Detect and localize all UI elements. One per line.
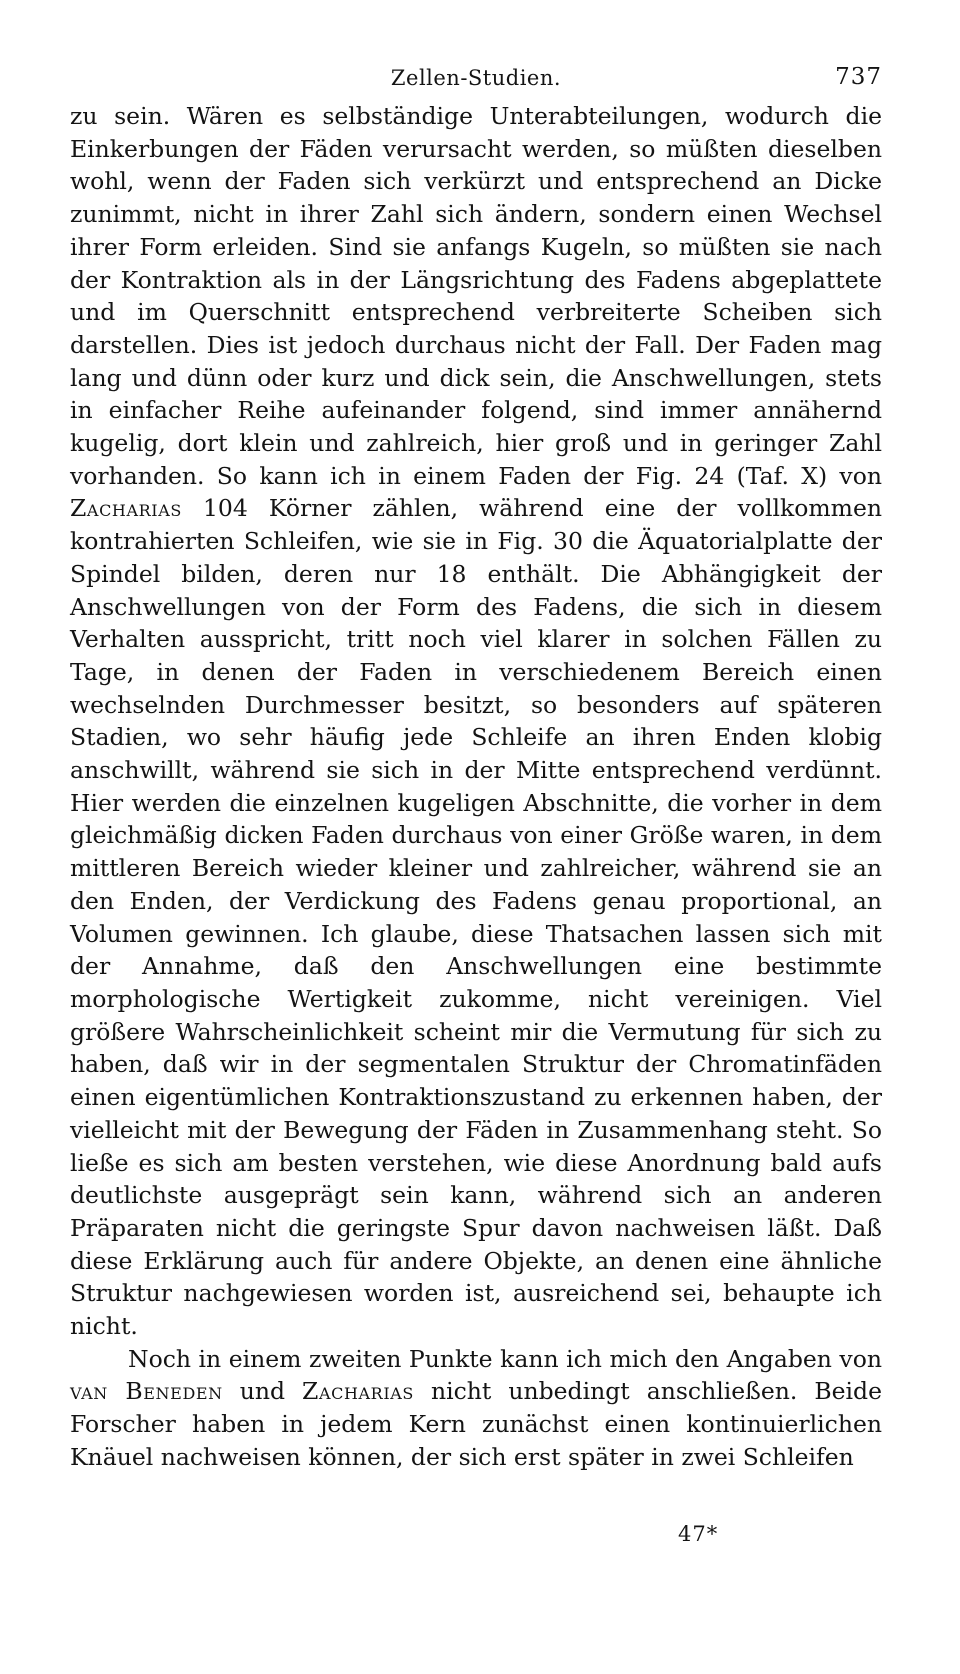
author-name-zacharias: Zacharias [70, 494, 182, 523]
signature-mark: 47* [678, 1522, 719, 1546]
paragraph-2-segment: und [222, 1377, 303, 1406]
paragraph-2-segment: Noch in einem zweiten Punkte kann ich mich den Angaben von [128, 1344, 882, 1373]
paragraph-1 [70, 100, 882, 1343]
body-text [70, 100, 882, 1474]
paragraph-2 [70, 1343, 882, 1474]
book-page [70, 60, 882, 1474]
page-number: 737 [835, 64, 882, 90]
author-name-van-beneden: van Beneden [70, 1377, 223, 1406]
paragraph-2-segment: nicht unbedingt anschließen. Beide Forscher haben in jedem Kern zunächst einen kontinuierlichen Knäuel nachweisen können, der sich erst später in zwei Schleifen [70, 1377, 882, 1471]
running-head [70, 60, 882, 100]
author-name-zacharias: Zacharias [302, 1377, 414, 1406]
paragraph-1-segment: zu sein. Wären es selbständige Unterabteilungen, wodurch die Einkerbungen der Fäden verursacht werden, so müßten dieselben wohl, wenn der Faden sich verkürzt und entsprechend an Dicke zunimmt, nicht in ihrer Zahl sich ändern, sondern einen Wechsel ihrer Form erleiden. Sind sie anfangs Kugeln, so müßten sie nach der Kontraktion als in der Längsrichtung des Fadens abgeplattete und im Querschnitt entsprechend verbreiterte Scheiben sich darstellen. Dies ist jedoch durchaus nicht der Fall. Der Faden mag lang und dünn oder kurz und dick sein, die Anschwellungen, stets in einfacher Reihe aufeinander folgend, sind immer annähernd kugelig, dort klein und zahlreich, hier groß und in geringer Zahl vorhanden. So kann ich in einem Faden der Fig. 24 (Taf. X) von [70, 102, 882, 490]
running-title: Zellen-Studien. [390, 66, 562, 90]
paragraph-1-segment: 104 Körner zählen, während eine der vollkommen kontrahierten Schleifen, wie sie in Fig. 30 die Äquatorialplatte der Spindel bilden, deren nur 18 enthält. Die Abhängigkeit der Anschwellungen von der Form des Fadens, die sich in diesem Verhalten ausspricht, tritt noch viel klarer in solchen Fällen zu Tage, in denen der Faden in verschiedenem Bereich einen wechselnden Durchmesser besitzt, so besonders auf späteren Stadien, wo sehr häufig jede Schleife an ihren Enden klobig anschwillt, während sie sich in der Mitte entsprechend verdünnt. Hier werden die einzelnen kugeligen Abschnitte, die vorher in dem gleichmäßig dicken Faden durchaus von einer Größe waren, in dem mittleren Bereich wieder kleiner und zahlreicher, während sie an den Enden, der Verdickung des Fadens genau proportional, an Volumen gewinnen. Ich glaube, diese Thatsachen lassen sich mit der Annahme, daß den Anschwellungen eine bestimmte morphologische Wertigkeit zukomme, nicht vereinigen. Viel größere Wahrscheinlichkeit scheint mir die Vermutung für sich zu haben, daß wir in der segmentalen Struktur der Chromatinfäden einen eigentümlichen Kontraktionszustand zu erkennen haben, der vielleicht mit der Bewegung der Fäden in Zusammenhang steht. So ließe es sich am besten verstehen, wie diese Anordnung bald aufs deutlichste ausgeprägt sein kann, während sich an anderen Präparaten nicht die geringste Spur davon nachweisen läßt. Daß diese Erklärung auch für andere Objekte, an denen eine ähnliche Struktur nachgewiesen worden ist, ausreichend sei, behaupte ich nicht. [70, 494, 882, 1341]
